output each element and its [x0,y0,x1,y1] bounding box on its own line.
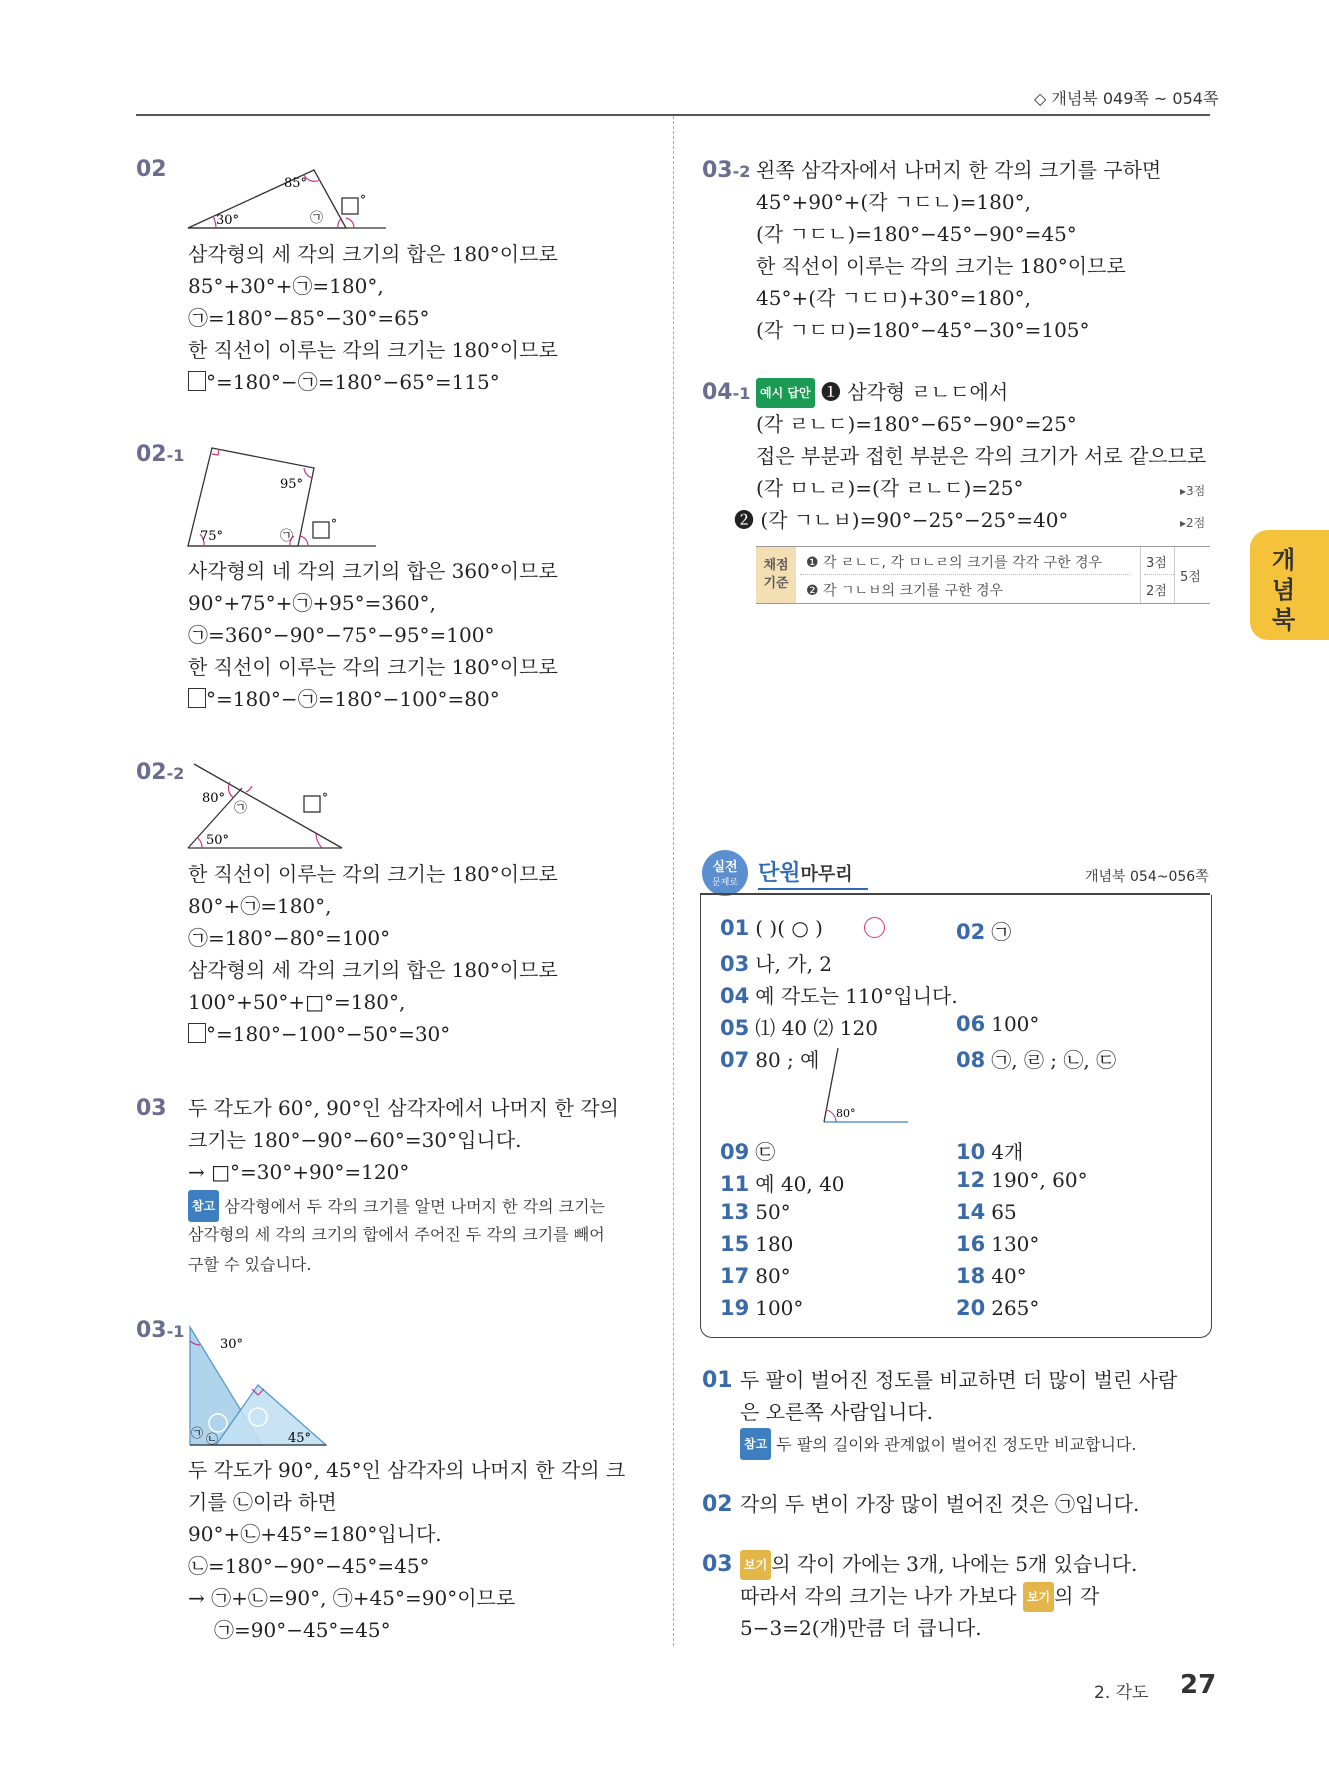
text-line: 크기는 180°−90°−60°=30°입니다. [188,1128,522,1152]
text-line: 90°+㉡+45°=180°입니다. [188,1522,442,1546]
answer-item: 11 예 40, 40 [720,1172,845,1196]
text-line: 두 팔이 벌어진 정도를 비교하면 더 많이 벌린 사람 [740,1368,1178,1392]
degree-mark: ° [331,517,337,531]
angle-label: 50° [206,833,230,848]
answer-item: 20 265° [956,1296,1040,1320]
text-line: ㉠=360°−90°−75°−95°=100° [188,623,495,647]
text-line: °=180°−㉠=180°−65°=115° [188,368,500,396]
question-number: 01 [702,1368,733,1393]
answer-item: 08 ㉠, ㉣ ; ㉡, ㉢ [956,1048,1117,1072]
text-line: → ㉠+㉡=90°, ㉠+45°=90°이므로 [188,1586,516,1610]
side-tab-char-1: 개 [1272,546,1296,574]
rubric-total: 5점 [1180,570,1201,585]
answer-circle-mark [864,917,885,938]
answer-item: 05 ⑴ 40 ⑵ 120 [720,1016,878,1040]
example-answer-tag: 예시 답안 [756,378,815,408]
answer-item: 13 50° [720,1200,791,1224]
unit-title: 단원마무리 [758,861,853,886]
answer-item: 06 100° [956,1012,1040,1036]
unit-badge: 실전 문제로 [702,850,748,896]
answer-item: 07 80 ; 예 [720,1048,820,1072]
text-line: 한 직선이 이루는 각의 크기는 180°이므로 [188,655,558,679]
angle-mark: ㉠ [191,1426,204,1440]
answer-item: 14 65 [956,1200,1017,1224]
blank-box [188,371,206,391]
rubric-label: 채점 기준 [756,547,796,603]
points-label: ▸3점 [1180,484,1206,498]
rubric-points: 3점 [1146,556,1167,571]
text-line: ❷ (각 ㄱㄴㅂ)=90°−25°−25°=40° [734,508,1069,532]
rubric-row: ❶ 각 ㄹㄴㄷ, 각 ㅁㄴㄹ의 크기를 각각 구한 경우 [806,555,1103,571]
answer-item: 19 100° [720,1296,804,1320]
text-line: 접은 부분과 접힌 부분은 각의 크기가 서로 같으므로 [756,444,1207,468]
side-tab [1250,530,1329,640]
question-number: 04-1 [702,380,751,405]
text-line: 삼각형의 세 각의 크기의 합은 180°이므로 [188,958,558,982]
answer-item: 03 나, 가, 2 [720,952,833,976]
text-line: 85°+30°+㉠=180°, [188,274,384,298]
triangle-figure-02 [186,160,386,232]
side-tab-char-3: 북 [1272,606,1296,634]
angle-label: 30° [216,213,240,228]
points-label: ▸2점 [1180,516,1206,530]
angle-mark: ㉠ [280,529,294,544]
blank-box [188,688,206,708]
text-line: (각 ㄹㄴㄷ)=180°−65°−90°=25° [756,412,1077,436]
question-number: 03 [702,1552,733,1577]
note-line: 구할 수 있습니다. [188,1255,312,1274]
column-divider [673,116,674,1646]
angle-mark: ㉡ [206,1432,219,1446]
question-number: 03-2 [702,158,751,183]
quadrilateral-figure-02-1 [186,442,386,548]
text-line: (각 ㄱㄷㅁ)=180°−45°−30°=105° [756,318,1090,342]
angle-label: 30° [220,1337,244,1352]
angle-mark: ㉠ [310,211,324,226]
answer-item: 16 130° [956,1232,1040,1256]
side-tab-char-2: 념 [1272,576,1296,604]
text-line: 삼각형의 세 각의 크기의 합은 180°이므로 [188,242,558,266]
angle-label: 80° [836,1107,856,1120]
angle-label: 95° [280,477,304,492]
question-number: 02 [702,1492,733,1517]
page-number: 27 [1180,1670,1217,1700]
angle-label: 45° [288,1431,312,1446]
header-ref: ◇ 개념북 049쪽 ~ 054쪽 [1034,89,1219,108]
text-line: → □°=30°+90°=120° [188,1160,410,1184]
text-line: 예시 답안 ❶ 삼각형 ㄹㄴㄷ에서 [756,378,1008,408]
note-tag: 참고 [740,1428,771,1460]
text-line: 한 직선이 이루는 각의 크기는 180°이므로 [188,338,558,362]
angle-mark: ㉠ [234,801,248,816]
text-line: 사각형의 네 각의 크기의 합은 360°이므로 [188,559,558,583]
text-line: 45°+90°+(각 ㄱㄷㄴ)=180°, [756,190,1031,214]
note-line: 참고 두 팔의 길이와 관계없이 벌어진 정도만 비교합니다. [740,1428,1136,1460]
text-line: 한 직선이 이루는 각의 크기는 180°이므로 [756,254,1126,278]
answer-item: 04 예 각도는 110°입니다. [720,984,958,1008]
text-line: °=180°−㉠=180°−100°=80° [188,685,500,713]
text-line: ㉡=180°−90°−45°=45° [188,1554,430,1578]
rubric-table [756,546,1210,604]
answer-item: 09 ㉢ [720,1140,776,1164]
text-line: 80°+㉠=180°, [188,894,332,918]
text-line: 한 직선이 이루는 각의 크기는 180°이므로 [188,862,558,886]
question-number: 02-2 [136,760,185,785]
angle-label: 85° [284,176,308,191]
rubric-row: ❷ 각 ㄱㄴㅂ의 크기를 구한 경우 [806,583,1004,599]
unit-ref: 개념북 054~056쪽 [1085,869,1209,885]
example-tag: 보기 [740,1550,771,1580]
angle-label: 80° [202,791,226,806]
answer-item: 15 180 [720,1232,794,1256]
text-line: 두 각도가 60°, 90°인 삼각자에서 나머지 한 각의 [188,1096,619,1120]
angle-figure-07 [820,1046,910,1126]
text-line: 왼쪽 삼각자에서 나머지 한 각의 크기를 구하면 [756,158,1162,182]
text-line: ㉠=90°−45°=45° [214,1618,391,1642]
question-number: 03 [136,1096,167,1121]
text-line: (각 ㅁㄴㄹ)=(각 ㄹㄴㄷ)=25° [756,476,1024,500]
text-line: 두 각도가 90°, 45°인 삼각자의 나머지 한 각의 크 [188,1458,626,1482]
note-line: 참고 삼각형에서 두 각의 크기를 알면 나머지 한 각의 크기는 [188,1190,605,1222]
text-line: 45°+(각 ㄱㄷㅁ)+30°=180°, [756,286,1031,310]
triangle-figure-02-2 [186,762,346,852]
example-tag: 보기 [1023,1582,1054,1612]
answer-item: 12 190°, 60° [956,1168,1088,1192]
degree-mark: ° [322,791,328,805]
answer-item: 01 ( )( ○ ) [720,916,823,940]
text-line: 따라서 각의 크기는 나가 가보다 보기 의 각 [740,1582,1099,1612]
question-number: 02 [136,157,167,182]
text-line: (각 ㄱㄷㄴ)=180°−45°−90°=45° [756,222,1077,246]
question-number: 03-1 [136,1318,185,1343]
text-line: 은 오른쪽 사람입니다. [740,1400,933,1424]
text-line: 각의 두 변이 가장 많이 벌어진 것은 ㉠입니다. [740,1492,1140,1516]
degree-mark: ° [360,193,366,207]
text-line: ㉠=180°−80°=100° [188,926,391,950]
note-line: 삼각형의 세 각의 크기의 합에서 주어진 두 각의 크기를 빼어 [188,1225,605,1244]
rubric-points: 2점 [1146,584,1167,599]
answer-item: 02 ㉠ [956,920,1012,944]
text-line: ㉠=180°−85°−30°=65° [188,306,430,330]
blank-box [188,1023,206,1043]
text-line: 5−3=2(개)만큼 더 큽니다. [740,1616,982,1640]
answer-item: 18 40° [956,1264,1027,1288]
text-line: 보기 의 각이 가에는 3개, 나에는 5개 있습니다. [740,1550,1137,1580]
text-line: °=180°−100°−50°=30° [188,1020,450,1048]
text-line: 90°+75°+㉠+95°=360°, [188,591,436,615]
text-line: 기를 ㉡이라 하면 [188,1490,337,1514]
answer-item: 17 80° [720,1264,791,1288]
text-line: 100°+50°+□°=180°, [188,990,406,1014]
angle-label: 75° [200,529,224,544]
set-squares-figure-03-1 [188,1325,328,1447]
note-tag: 참고 [188,1190,219,1222]
question-number: 02-1 [136,442,185,467]
footer-chapter: 2. 각도 [1094,1683,1149,1703]
answer-item: 10 4개 [956,1140,1024,1164]
